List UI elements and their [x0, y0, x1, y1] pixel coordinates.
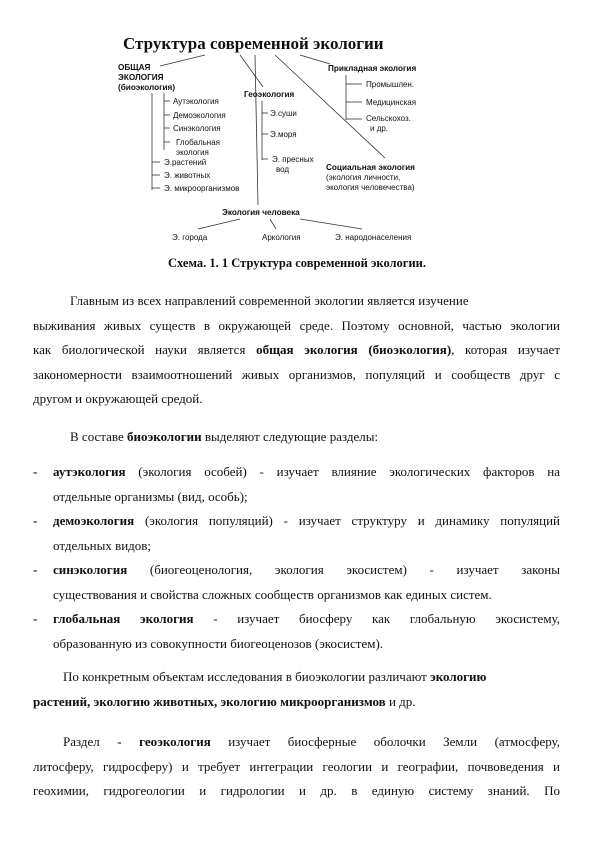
paragraph-2: [33, 425, 560, 450]
connector-line: [270, 219, 276, 229]
para2-line: [33, 425, 560, 450]
general-ecology-label-2: ЭКОЛОГИЯ: [118, 73, 164, 82]
social-ecology-sub-2: экология человечества): [326, 183, 415, 192]
bullet-line-2: отдельные организмы (вид, особь);: [53, 488, 248, 504]
freshwater-ecology-node-1: Э. пресных: [272, 155, 314, 164]
general-ecology-label-3: (биоэкология): [118, 83, 176, 92]
bullet-term: синэкология: [53, 562, 128, 577]
human-ecology-node: Экология человека: [222, 208, 300, 217]
bioecology-term: биоэкологии: [126, 429, 202, 444]
bullet-demecology: [33, 509, 560, 558]
bullet-term: демоэкология: [53, 513, 135, 528]
medical-ecology-node: Медицинская: [366, 98, 417, 107]
agricultural-ecology-node-2: и др.: [370, 124, 389, 133]
para3-text: По конкретным объектам исследования в биоэкологии различают: [63, 669, 431, 684]
microorganism-ecology-node: Э. микроорганизмов: [164, 184, 240, 193]
connector-line: [198, 219, 240, 229]
autecology-node: Аутэкология: [173, 97, 219, 106]
bullet-line: [53, 558, 560, 583]
bullet-line: [53, 460, 560, 485]
geoecology-node: Геоэкология: [244, 90, 295, 99]
para4-line2: литосферу, гидросферу) и требует интеграции геологии и географии, почвоведения и: [33, 758, 560, 774]
para4-tail: изучает биосферные оболочки Земли (атмосферу,: [210, 734, 560, 749]
bullet-line: [53, 509, 560, 534]
population-ecology-node: Э. народонаселения: [335, 233, 412, 242]
bullet-line-2: существования и свойства сложных сообществ организмов как единых систем.: [53, 586, 492, 602]
para1-line2: выживания живых существ в окружающей среде. Поэтому основной, частью экологии: [33, 317, 560, 333]
bullet-global-ecology: [33, 607, 560, 656]
para1-line3: [33, 338, 560, 363]
connector-line: [160, 55, 205, 66]
bullet-text: (биогеоценология, экология экосистем) - изучает законы: [127, 562, 560, 577]
paragraph-4: [33, 730, 560, 804]
para3-term: экологию: [430, 669, 487, 684]
arcology-node: Аркология: [262, 233, 301, 242]
para3-line1: [33, 665, 560, 690]
para3-terms: растений, экологию животных, экологию микроорганизмов: [33, 693, 386, 709]
bullet-dash: -: [33, 562, 38, 577]
bullet-line-2: отдельных видов;: [53, 537, 152, 553]
general-ecology-term: общая экология (биоэкология): [256, 342, 452, 357]
diagram-title: Структура современной экологии: [123, 34, 384, 53]
bullet-term: аутэкология: [53, 464, 126, 479]
demecology-node: Демоэкология: [173, 111, 226, 120]
connector-line: [300, 219, 362, 229]
bullet-autecology: [33, 460, 560, 509]
applied-ecology-node: Прикладная экология: [328, 64, 417, 73]
general-ecology-label-1: ОБЩАЯ: [118, 63, 151, 72]
para1-line5: другом и окружающей средой.: [33, 391, 203, 406]
para2-tail: выделяют следующие разделы:: [201, 429, 379, 444]
para4-line3: геохимии, гидрогеологии и гидрологии и др. в единую систему знаний. По: [33, 783, 560, 798]
para4-line1: [33, 730, 560, 755]
social-ecology-node: Социальная экология: [326, 163, 415, 172]
bullet-line-2: образованную из совокупности биогеоценозов (экосистем).: [53, 635, 384, 651]
paragraph-3: [33, 665, 560, 714]
global-ecology-node-1: Глобальная: [176, 138, 220, 147]
bullet-text: - изучает биосферу как глобальную экосистему,: [193, 611, 560, 626]
geoecology-term: - геоэкология: [117, 734, 211, 749]
city-ecology-node: Э. города: [172, 233, 208, 242]
bullet-text: (экология популяций) - изучает структуру и динамику популяций: [134, 513, 560, 528]
connector-line: [300, 55, 330, 64]
para3-line2: [33, 690, 560, 715]
para1-line3-text: как биологической науки является: [33, 342, 257, 357]
bullet-text: (экология особей) - изучает влияние экологических факторов на: [125, 464, 560, 479]
connector-line: [240, 55, 263, 87]
bullet-dash: -: [33, 464, 38, 479]
ecology-structure-diagram: [0, 0, 594, 250]
para4-text: Раздел: [63, 734, 118, 749]
bullet-dash: -: [33, 513, 38, 528]
industrial-ecology-node: Промышлен.: [366, 80, 415, 89]
para1-line4: закономерности взаимоотношений живых организмов, популяций и сообществ друг с: [33, 366, 560, 382]
agricultural-ecology-node-1: Сельскохоз.: [366, 114, 411, 123]
synecology-node: Синэкология: [173, 124, 221, 133]
plant-ecology-node: Э.растений: [164, 158, 207, 167]
bullet-synecology: [33, 558, 560, 607]
animal-ecology-node: Э. животных: [164, 171, 211, 180]
social-ecology-sub-1: (экология личности,: [326, 173, 401, 182]
land-ecology-node: Э.суши: [270, 109, 297, 118]
bullet-dash: -: [33, 611, 38, 626]
sea-ecology-node: Э.моря: [270, 130, 297, 139]
para2-text: В составе: [70, 429, 127, 444]
para3-tail: и др.: [385, 693, 416, 709]
para1-line3-tail: , которая изучает: [451, 342, 561, 357]
bullet-line: [53, 607, 560, 632]
figure-caption: Схема. 1. 1 Структура современной экологии.: [167, 256, 427, 270]
bullet-term: глобальная экология: [53, 611, 194, 626]
para1-line1: Главным из всех направлений современной экологии является изучение: [70, 293, 469, 308]
paragraph-1: [33, 289, 560, 412]
freshwater-ecology-node-2: вод: [276, 165, 290, 174]
global-ecology-node-2: экология: [176, 148, 209, 157]
